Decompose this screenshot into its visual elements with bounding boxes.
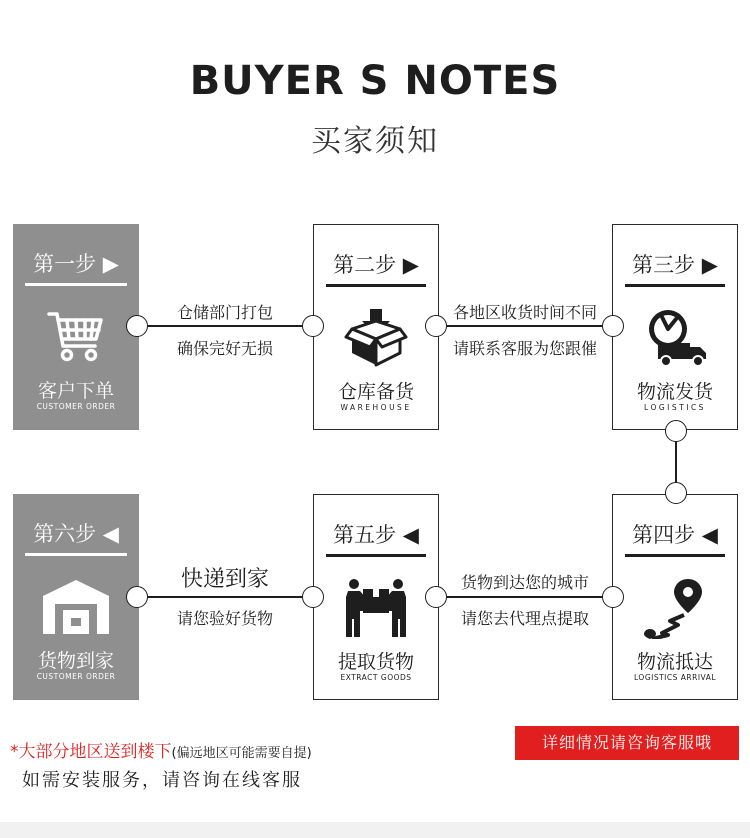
connector-4-5-top-text: 货物到达您的城市: [460, 573, 589, 592]
warehouse-icon: [13, 576, 139, 638]
connector-5-6-top-text: 快递到家: [180, 567, 269, 592]
connector-4-5-bottom-text: 请您去代理点提取: [460, 609, 589, 628]
connector-line-4-5: [430, 596, 620, 598]
contact-service-banner[interactable]: 详细情况请咨询客服哦: [515, 726, 739, 760]
step-6-card: [13, 494, 139, 700]
joint-knob: [302, 586, 324, 608]
clock-truck-icon: [613, 307, 737, 369]
connector-5-6-bottom-text: 请您验好货物: [176, 609, 273, 628]
step-1-name: 客户下单: [37, 380, 114, 402]
page-subtitle: 买家须知: [311, 124, 439, 159]
step-2-divider: [326, 284, 426, 287]
joint-knob: [665, 420, 687, 442]
connector-1-2-top-text: 仓储部门打包: [176, 303, 273, 322]
joint-knob: [126, 586, 148, 608]
step-5-english: EXTRACT GOODS: [340, 673, 412, 682]
step-6-divider: [25, 553, 127, 556]
step-4-name: 物流抵达: [636, 651, 713, 673]
step-4-divider: [625, 554, 725, 557]
step-5-name: 提取货物: [337, 651, 414, 673]
connector-line-5-6: [130, 596, 320, 598]
bottom-band: [0, 822, 750, 838]
connector-2-3-top-text: 各地区收货时间不同: [452, 303, 597, 322]
step-2-english: WAREHOUSE: [340, 403, 412, 412]
step-6-name: 货物到家: [37, 650, 114, 672]
step-1-card: [13, 224, 139, 430]
step-5-divider: [326, 554, 426, 557]
step-3-divider: [625, 284, 725, 287]
delivery-note: [10, 737, 312, 762]
joint-knob: [126, 315, 148, 337]
delivery-note-remote: (偏远地区可能需要自提): [171, 746, 312, 761]
step-2-label: 第二步 ▶: [333, 253, 419, 277]
shopping-cart-icon: [13, 306, 139, 368]
connector-1-2-bottom-text: 确保完好无损: [176, 339, 273, 358]
page-title: BUYER S NOTES: [189, 58, 561, 104]
connector-line-1-2: [130, 325, 320, 327]
joint-knob: [665, 482, 687, 504]
step-1-divider: [25, 283, 127, 286]
porters-carrying-box-icon: [314, 577, 438, 639]
package-box-icon: [314, 307, 438, 369]
step-5-label: 第五步 ◀: [333, 523, 419, 547]
installation-note: 如需安装服务，请咨询在线客服: [22, 770, 302, 791]
step-3-english: LOGISTICS: [644, 403, 706, 412]
joint-knob: [302, 315, 324, 337]
connector-line-2-3: [430, 325, 620, 327]
step-1-english: CUSTOMER ORDER: [36, 402, 116, 411]
step-3-name: 物流发货: [636, 381, 713, 403]
step-4-card: [612, 494, 738, 700]
delivery-note-main: *大部分地区送到楼下: [10, 742, 172, 762]
step-1-label: 第一步 ▶: [33, 252, 119, 276]
step-2-card: [313, 224, 439, 430]
step-3-card: [612, 224, 738, 430]
map-pin-route-icon: [613, 577, 737, 639]
step-6-english: CUSTOMER ORDER: [36, 672, 116, 681]
step-3-label: 第三步 ▶: [632, 253, 718, 277]
step-5-card: [313, 494, 439, 700]
connector-2-3-bottom-text: 请联系客服为您跟催: [452, 339, 597, 358]
step-6-label: 第六步 ◀: [33, 522, 119, 546]
step-4-label: 第四步 ◀: [632, 523, 718, 547]
step-2-name: 仓库备货: [337, 381, 414, 403]
step-4-english: LOGISTICS ARRIVAL: [634, 673, 716, 682]
